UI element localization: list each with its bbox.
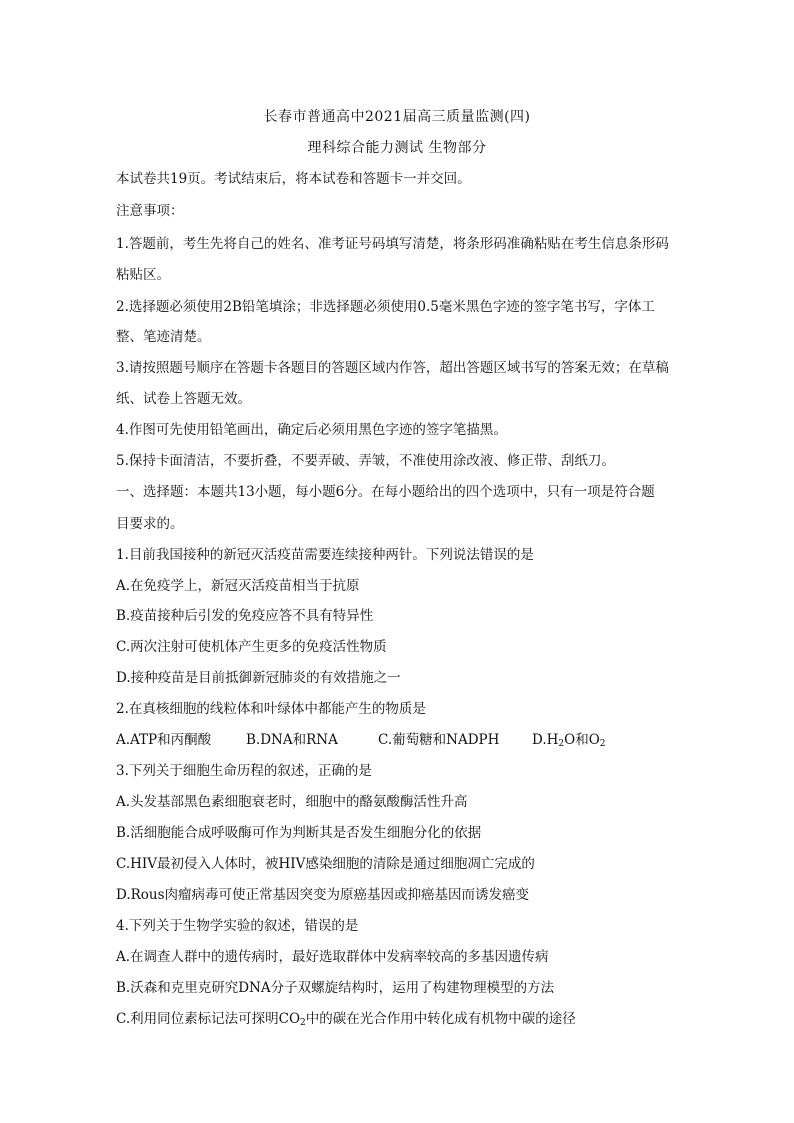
section-heading: 一、选择题：本题共13小题，每小题6分。在每小题给出的四个选项中，只有一项是符合题 [116, 484, 655, 500]
notice-item-3: 3.请按照题号顺序在答题卡各题目的答题区域内作答，超出答题区域书写的答案无效；在草稿 [116, 360, 669, 376]
question-4-option-b: B.沃森和克里克研究DNA分子双螺旋结构时，运用了构建物理模型的方法 [116, 980, 555, 996]
question-3-option-a: A.头发基部黑色素细胞衰老时，细胞中的酪氨酸酶活性升高 [116, 794, 468, 810]
q4-c-text-2: 中的碳在光合作用中转化成有机物中碳的途径 [305, 1011, 576, 1027]
notice-item-5: 5.保持卡面清洁，不要折叠，不要弄破、弄皱，不准使用涂改液、修正带、刮纸刀。 [116, 453, 615, 469]
question-1-option-a: A.在免疫学上，新冠灭活疫苗相当于抗原 [116, 578, 360, 594]
notice-item-3-cont: 纸、试卷上答题无效。 [116, 391, 251, 407]
q2-d-text-2: O和O [564, 732, 600, 748]
q4-c-sub: 2 [300, 1018, 306, 1028]
question-1-option-b: B.疫苗接种后引发的免疫应答不具有特异性 [116, 608, 374, 624]
q2-d-sub-1: 2 [558, 739, 565, 749]
question-2-option-a: A.ATP和丙酮酸 [116, 732, 212, 748]
q2-d-text-1: D.H [532, 732, 559, 748]
question-2-stem: 2.在真核细胞的线粒体和叶绿体中都能产生的物质是 [116, 701, 426, 717]
q2-d-sub-2: 2 [599, 739, 606, 749]
question-2-option-d [532, 728, 606, 748]
question-1-stem: 1.目前我国接种的新冠灭活疫苗需要连续接种两针。下列说法错误的是 [116, 547, 534, 563]
question-3-option-d: D.Rous肉瘤病毒可使正常基因突变为原癌基因或抑癌基因而诱发癌变 [116, 887, 530, 903]
question-4-option-a: A.在调查人群中的遗传病时，最好选取群体中发病率较高的多基因遗传病 [116, 949, 549, 965]
notice-item-2: 2.选择题必须使用2B铅笔填涂；非选择题必须使用0.5毫米黑色字迹的签字笔书写，字体工 [116, 299, 655, 315]
question-3-stem: 3.下列关于细胞生命历程的叙述，正确的是 [116, 763, 372, 779]
section-heading-cont: 目要求的。 [116, 516, 184, 532]
document-title: 长春市普通高中2021届高三质量监测(四) [263, 109, 531, 125]
notice-heading: 注意事项： [116, 203, 184, 219]
question-4-stem: 4.下列关于生物学实验的叙述，错误的是 [116, 918, 359, 934]
intro-text: 本试卷共19页。考试结束后，将本试卷和答题卡一并交回。 [116, 171, 471, 187]
question-1-option-d: D.接种疫苗是目前抵御新冠肺炎的有效措施之一 [116, 670, 401, 686]
question-3-option-b: B.活细胞能合成呼吸酶可作为判断其是否发生细胞分化的依据 [116, 825, 482, 841]
q4-c-text-1: C.利用同位素标记法可探明CO [116, 1011, 301, 1027]
notice-item-4: 4.作图可先使用铅笔画出，确定后必须用黑色字迹的签字笔描黑。 [116, 422, 507, 438]
notice-item-1: 1.答题前，考生先将自己的姓名、准考证号码填写清楚，将条形码准确粘贴在考生信息条形码 [116, 236, 669, 252]
document-subtitle: 理科综合能力测试 生物部分 [307, 140, 487, 156]
question-1-option-c: C.两次注射可使机体产生更多的免疫活性物质 [116, 639, 387, 655]
question-3-option-c: C.HIV最初侵入人体时，被HIV感染细胞的清除是通过细胞凋亡完成的 [116, 856, 535, 872]
question-2-option-b: B.DNA和RNA [246, 732, 338, 748]
notice-item-1-cont: 粘贴区。 [116, 267, 170, 283]
notice-item-2-cont: 整、笔迹清楚。 [116, 329, 211, 345]
question-2-option-c: C.葡萄糖和NADPH [378, 732, 500, 748]
question-4-option-c [116, 1007, 576, 1027]
